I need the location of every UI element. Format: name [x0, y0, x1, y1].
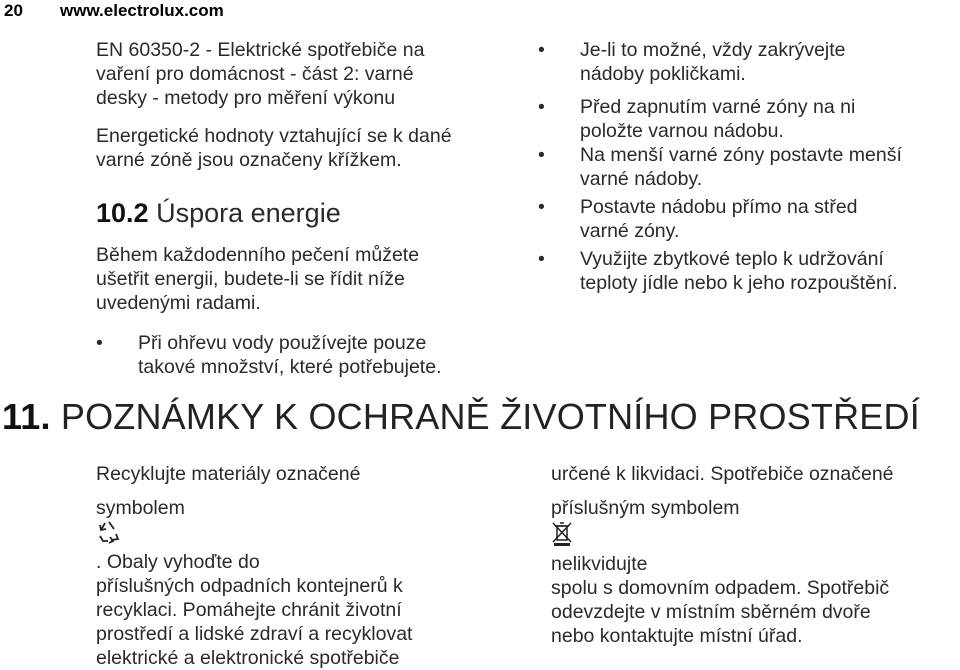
bullet-icon: • [538, 144, 545, 166]
text-line: odevzdejte v místním sběrném dvoře [551, 601, 871, 623]
list-item [538, 195, 902, 243]
bullet-icon: • [96, 332, 103, 354]
energy-tips-list [538, 38, 902, 295]
text-line: nebo kontaktujte místní úřad. [551, 625, 803, 647]
text-fragment: symbolem [96, 497, 185, 519]
text-line: nádoby pokličkami. [580, 63, 746, 85]
disposal-paragraph [551, 462, 894, 648]
text-line: Během každodenního pečení můžete [96, 244, 420, 266]
page-number: 20 [4, 1, 23, 20]
text-line: položte varnou nádobu. [580, 120, 784, 142]
section-10-heading [96, 197, 341, 229]
text-line: Využijte zbytkové teplo k udržování [580, 248, 884, 270]
text-line: elektrické a elektronické spotřebiče [96, 647, 400, 669]
text-line: EN 60350-2 - Elektrické spotřebiče na [96, 39, 425, 61]
text-fragment: příslušným symbolem [551, 497, 740, 519]
section-10-number-suffix: 2 [133, 198, 149, 228]
text-line: prostředí a lidské zdraví a recyklovat [96, 623, 413, 645]
text-line [551, 496, 894, 576]
list-item [538, 247, 902, 295]
section-10-number: 10. [96, 198, 134, 228]
text-line: příslušných odpadních kontejnerů k [96, 575, 403, 597]
section-11-heading [2, 396, 920, 438]
text-line: varné zóně jsou označeny křížkem. [96, 149, 402, 171]
list-item [538, 143, 902, 191]
list-item [538, 95, 902, 143]
section-11-title: POZNÁMKY K OCHRANĚ ŽIVOTNÍHO PROSTŘEDÍ [60, 396, 920, 437]
bullet-icon: • [538, 96, 545, 118]
text-line: Při ohřevu vody používejte pouze [138, 332, 427, 354]
text-line [96, 496, 412, 574]
text-line: Recyklujte materiály označené [96, 463, 361, 485]
bullet-icon: • [538, 248, 545, 270]
section-10-intro [96, 243, 419, 315]
text-line: určené k likvidaci. Spotřebiče označené [551, 463, 894, 485]
text-line: Je-li to možné, vždy zakrývejte [580, 39, 846, 61]
crossed-bin-icon [551, 520, 894, 552]
text-line: recyklaci. Pomáhejte chránit životní [96, 599, 402, 621]
text-line: uvedenými radami. [96, 292, 261, 314]
text-line: varné zóny. [580, 220, 680, 242]
text-line: desky - metody pro měření výkonu [96, 87, 396, 109]
bullet-icon: • [538, 196, 545, 218]
recycling-paragraph [96, 462, 412, 670]
standard-paragraph [96, 38, 424, 110]
text-fragment: nelikvidujte [551, 553, 648, 575]
text-line: takové množství, které potřebujete. [138, 356, 442, 378]
text-line: ušetřit energii, budete-li se řídit níže [96, 268, 405, 290]
section-11-number: 11. [2, 396, 51, 437]
recycle-icon [96, 520, 412, 550]
text-line: Energetické hodnoty vztahující se k dané [96, 125, 452, 147]
website-link[interactable]: www.electrolux.com [60, 1, 224, 20]
text-line: varné nádoby. [580, 168, 703, 190]
text-line: spolu s domovním odpadem. Spotřebič [551, 577, 890, 599]
text-line: Postavte nádobu přímo na střed [580, 196, 858, 218]
section-10-title: Úspora energie [156, 198, 341, 228]
list-item [96, 331, 442, 379]
text-line: Na menší varné zóny postavte menší [580, 144, 902, 166]
text-line: teploty jídle nebo k jeho rozpouštění. [580, 272, 898, 294]
text-line: Před zapnutím varné zóny na ni [580, 96, 856, 118]
bullet-icon: • [538, 39, 545, 61]
text-line: vaření pro domácnost - část 2: varné [96, 63, 414, 85]
list-item [538, 38, 902, 86]
energy-paragraph [96, 124, 452, 172]
text-fragment: . Obaly vyhoďte do [96, 551, 260, 573]
section-10-bullets [96, 331, 442, 379]
